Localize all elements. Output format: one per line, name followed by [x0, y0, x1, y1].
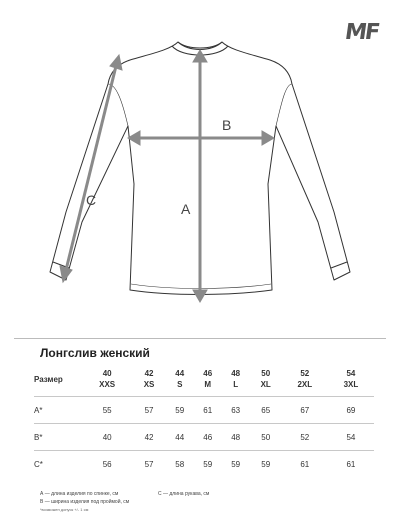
- size-number-row: [34, 368, 374, 379]
- table-cell: 59: [261, 459, 271, 469]
- size-letter: XXS: [99, 380, 116, 389]
- row-label: A*: [34, 397, 82, 424]
- table-cell: 56: [102, 459, 112, 469]
- measure-c-arrow: [60, 55, 122, 282]
- table-cell: 63: [222, 397, 250, 424]
- size-number: 52: [300, 369, 310, 378]
- table-cell: 59: [231, 459, 241, 469]
- size-letter: 2XL: [297, 380, 313, 389]
- size-letter: M: [204, 380, 212, 389]
- size-letter: S: [177, 380, 183, 389]
- table-row-a: [34, 397, 374, 424]
- table-cell: 48: [222, 424, 250, 451]
- table-cell: 57: [132, 397, 166, 424]
- row-label: C*: [34, 459, 43, 469]
- size-number: 44: [175, 369, 185, 378]
- table-cell: 67: [282, 397, 328, 424]
- table-cell: 44: [166, 424, 194, 451]
- label-c: C: [86, 192, 97, 208]
- size-letter: L: [233, 380, 239, 389]
- size-number: 48: [231, 369, 241, 378]
- size-letter: XL: [260, 380, 271, 389]
- legend-c: С — длина рукава, см: [158, 491, 210, 497]
- size-number: 54: [346, 369, 356, 378]
- table-cell: 55: [82, 397, 132, 424]
- table-cell: 61: [300, 459, 310, 469]
- measure-a-arrow: [193, 50, 207, 302]
- table-cell: 42: [132, 424, 166, 451]
- table-cell: 61: [346, 459, 356, 469]
- size-number: 50: [261, 369, 271, 378]
- size-number: 40: [102, 369, 112, 378]
- size-number: 42: [144, 369, 154, 378]
- legend-b: В — ширина изделия под проймой, см: [40, 499, 130, 505]
- size-table: [34, 368, 374, 477]
- tolerance-note: *возможен допуск +/- 1 см: [40, 507, 89, 512]
- table-cell: 69: [328, 397, 374, 424]
- row-label: B*: [34, 424, 82, 451]
- table-cell: 65: [250, 397, 282, 424]
- size-number: 46: [203, 369, 213, 378]
- table-cell: 61: [194, 397, 222, 424]
- table-cell: 59: [166, 397, 194, 424]
- table-title: Лонгслив женский: [40, 346, 150, 360]
- table-row-c: [34, 451, 374, 478]
- table-cell: 46: [194, 424, 222, 451]
- label-a: A: [181, 201, 191, 217]
- measurement-legend: [40, 490, 340, 514]
- table-cell: 50: [250, 424, 282, 451]
- legend-a: А — длина изделия по спинке, см: [40, 491, 119, 497]
- table-cell: 40: [82, 424, 132, 451]
- table-cell: 54: [328, 424, 374, 451]
- table-cell: 57: [144, 459, 154, 469]
- table-row-b: [34, 424, 374, 451]
- size-letter: XS: [143, 380, 155, 389]
- table-cell: 52: [282, 424, 328, 451]
- size-header-label: Размер: [34, 374, 63, 384]
- section-divider: [14, 338, 386, 339]
- size-letter-row: [34, 379, 374, 390]
- size-letter: 3XL: [343, 380, 359, 389]
- table-cell: 59: [203, 459, 213, 469]
- table-cell: 58: [175, 459, 185, 469]
- brand-logo: MF: [343, 20, 380, 45]
- label-b: B: [222, 117, 232, 133]
